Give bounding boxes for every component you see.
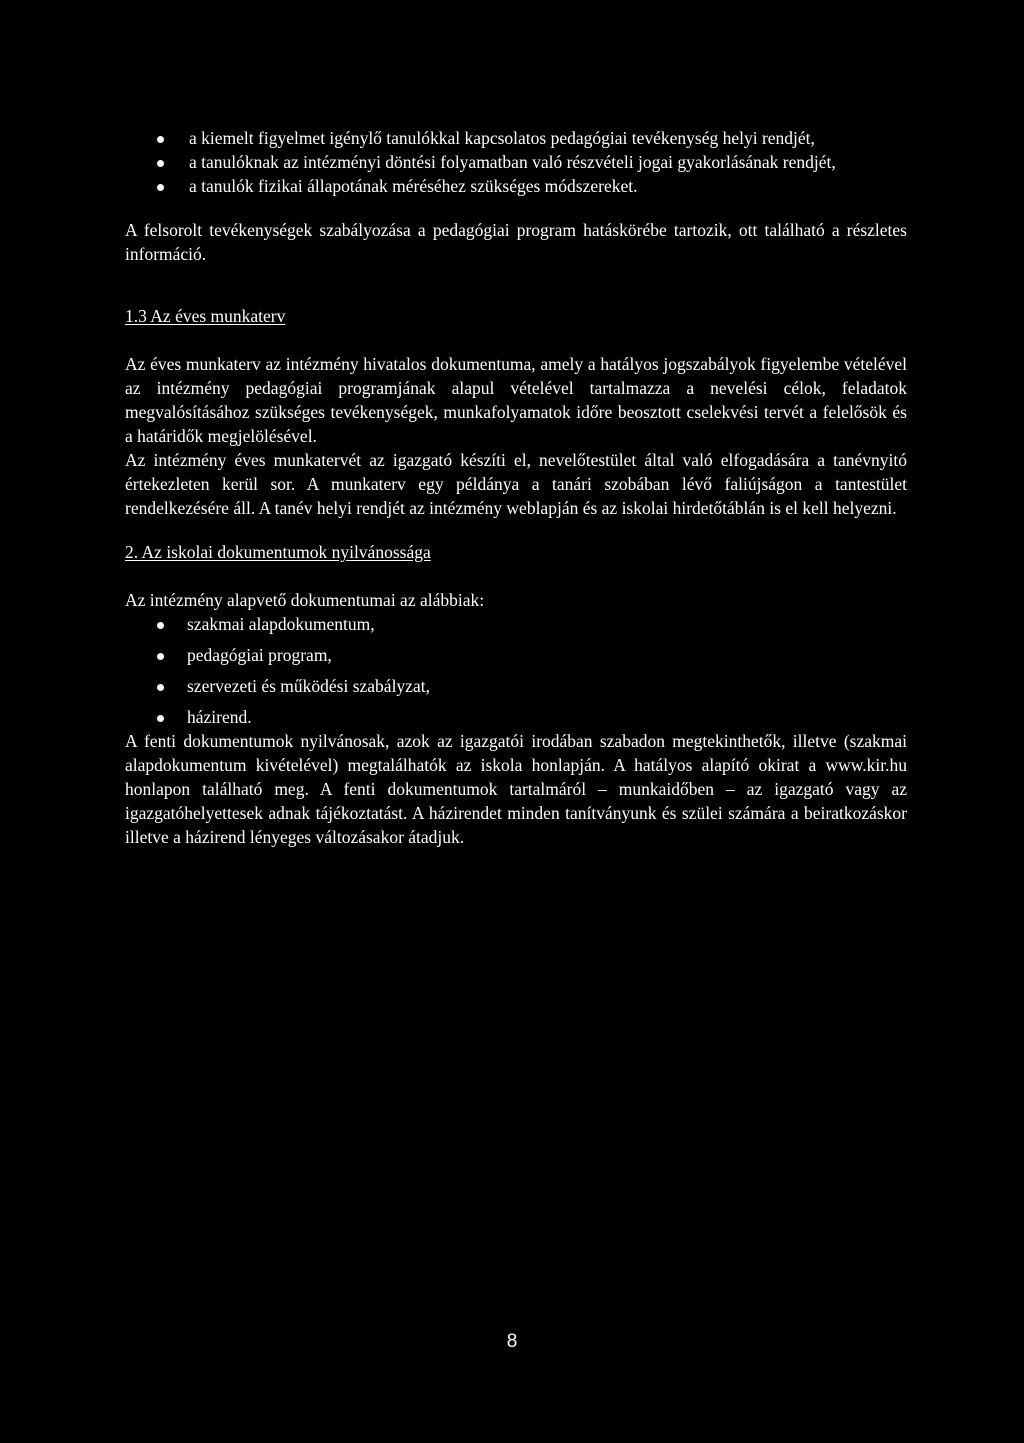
bullet-icon — [157, 622, 164, 629]
section-heading-annual-plan: 1.3 Az éves munkaterv — [125, 306, 286, 326]
bullet-icon — [157, 184, 164, 191]
annual-plan-paragraph-1: Az éves munkaterv az intézmény hivatalos dokumentuma, amely a hatályos jogszabályok figyelembe vételével az intézmény pedagógiai programjának alapul vételével tartalmazza a nevelési célok, feladatok megvalósításához szükséges tevékenységek, munkafolyamatok időre beosztott cselekvési tervét a felelősök és a határidők megjelölésével. — [125, 354, 907, 446]
bullet-icon — [157, 136, 164, 143]
regulation-paragraph: A felsorolt tevékenységek szabályozása a pedagógiai program hatáskörébe tartozik, ott található a részletes információ. — [125, 220, 907, 264]
documents-list — [125, 612, 907, 729]
list-item — [125, 705, 907, 729]
list-item-text: szakmai alapdokumentum, — [187, 614, 375, 634]
list-item — [125, 674, 907, 698]
list-item-text: házirend. — [187, 707, 252, 727]
documents-intro: Az intézmény alapvető dokumentumai az alábbiak: — [125, 590, 485, 610]
page-number: 8 — [506, 1331, 518, 1352]
list-item-text: pedagógiai program, — [187, 645, 332, 665]
activity-list — [125, 126, 907, 198]
list-item — [125, 643, 907, 667]
list-item — [125, 150, 907, 174]
document-page — [125, 126, 907, 849]
list-item-text: a kiemelt figyelmet igénylő tanulókkal kapcsolatos pedagógiai tevékenység helyi rendjét, — [189, 128, 815, 148]
list-item — [125, 126, 907, 150]
list-item-text: a tanulók fizikai állapotának méréséhez szükséges módszereket. — [189, 176, 638, 196]
list-item-text: szervezeti és működési szabályzat, — [187, 676, 430, 696]
list-item-text: a tanulóknak az intézményi döntési folyamatban való részvételi jogai gyakorlásának rendjét, — [189, 152, 836, 172]
bullet-icon — [157, 715, 164, 722]
documents-paragraph: A fenti dokumentumok nyilvánosak, azok az igazgatói irodában szabadon megtekinthetők, illetve (szakmai alapdokumentum kivételével) megtalálhatók az iskola honlapján. A hatályos alapító okirat a www.kir.hu honlapon található meg. A fenti dokumentumok tartalmáról – munkaidőben – az igazgató vagy az igazgatóhelyettesek adnak tájékoztatást. A házirendet minden tanítványunk és szülei számára a beiratkozáskor illetve a házirend lényeges változásakor átadjuk. — [125, 731, 907, 847]
section-heading-documents: 2. Az iskolai dokumentumok nyilvánossága — [125, 542, 431, 562]
bullet-icon — [157, 684, 164, 691]
list-item — [125, 612, 907, 636]
bullet-icon — [157, 160, 164, 167]
list-item — [125, 174, 907, 198]
annual-plan-paragraph-2: Az intézmény éves munkatervét az igazgató készíti el, nevelőtestület által való elfogadására a tanévnyitó értekezleten kerül sor. A munkaterv egy példánya a tanári szobában lévő faliújságon a tantestület rendelkezésére áll. A tanév helyi rendjét az intézmény weblapján és az iskolai hirdetőtáblán is el kell helyezni. — [125, 450, 907, 518]
bullet-icon — [157, 653, 164, 660]
